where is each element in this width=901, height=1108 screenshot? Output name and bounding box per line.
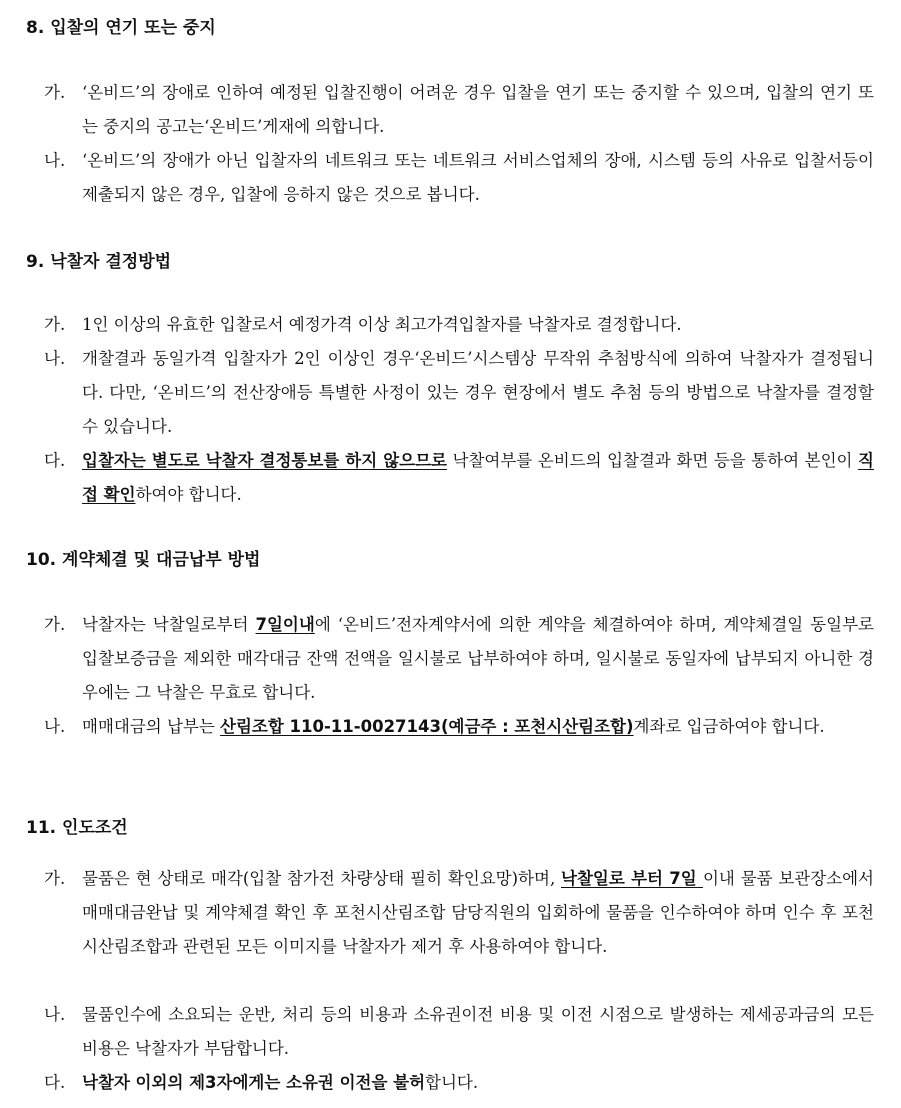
item-text: 1인 이상의 유효한 입찰로서 예정가격 이상 최고가격입찰자를 낙찰자로 결정합니다. [82,315,682,334]
item-text-mid: 낙찰여부를 온비드의 입찰결과 화면 등을 통하여 본인이 [447,451,859,470]
section-11-item-da [44,1066,874,1100]
item-text: 물품인수에 소요되는 운반, 처리 등의 비용과 소유권이전 비용 및 이전 시점으로 발생하는 제세공과금의 모든 비용은 낙찰자가 부담합니다. [82,1005,874,1058]
section-9-title: 9. 낙찰자 결정방법 [26,252,172,272]
item-marker: 가. [44,315,66,334]
section-8-item-ga [44,76,874,144]
item-text-tail: 이내 물품 보관장소에서 매매대금완납 및 계약체결 확인 후 포천시산림조합 담당직원의 입회하에 물품을 인수하여야 하며 인수 후 포천시산림조합과 관련된 모든 이미지를 낙찰자가 제거 후 사용하여야 합니다. [82,869,874,956]
item-text [44,608,874,710]
item-marker: 다. [44,1073,66,1092]
section-10-item-na [44,710,874,744]
section-9-item-ga [44,308,874,342]
section-11-item-na [44,998,874,1066]
item-marker: 가. [44,615,66,634]
section-9-item-na [44,342,874,444]
item-marker: 나. [44,717,66,736]
item-text: ‘온비드’의 장애로 인하여 예정된 입찰진행이 어려운 경우 입찰을 연기 또는 중지할 수 있으며, 입찰의 연기 또는 중지의 공고는‘온비드’게재에 의합니다. [82,83,874,136]
section-11-item-ga [44,862,874,964]
item-text-pre: 물품은 현 상태로 매각(입찰 참가전 차량상태 필히 확인요망)하며, [82,869,561,888]
item-text-tail: 에 ‘온비드’전자계약서에 의한 계약을 체결하여야 하며, 계약체결일 동일부로 입찰보증금을 제외한 매각대금 잔액 전액을 일시불로 납부하여야 하며, 일시불로 동일자에 납부되지 아니한 경우에는 그 낙찰은 무효로 합니다. [82,615,874,702]
item-marker: 나. [44,151,66,170]
item-marker: 가. [44,869,66,888]
item-marker: 나. [44,349,66,368]
section-11-title: 11. 인도조건 [26,818,128,838]
item-text-pre: 매매대금의 납부는 [82,717,221,736]
item-text [44,862,874,964]
item-marker: 다. [44,451,66,470]
item-text [44,710,874,744]
item-text [44,444,874,512]
item-text-tail: 하여야 합니다. [135,485,242,504]
section-10-title: 10. 계약체결 및 대금납부 방법 [26,550,261,570]
item-marker: 나. [44,1005,66,1024]
item-text-pre: 낙찰자는 낙찰일로부터 [82,615,256,634]
section-10-item-ga [44,608,874,710]
emphasis-pickup-deadline: 낙찰일로 부터 7일 [561,869,703,888]
item-text: 개찰결과 동일가격 입찰자가 2인 이상인 경우‘온비드’시스템상 무작위 추첨방식에 의하여 낙찰자가 결정됩니다. 다만, ‘온비드’의 전산장애등 특별한 사정이 있는 경우 현장에서 별도 추첨 등의 방법으로 낙찰자를 결정할 수 있습니다. [82,349,874,436]
section-8-title: 8. 입찰의 연기 또는 중지 [26,18,216,38]
section-9-item-da [44,444,874,512]
emphasis-seven-days: 7일이내 [255,615,315,634]
item-text-tail: 계좌로 입금하여야 합니다. [633,717,825,736]
section-8-item-na [44,144,874,212]
item-text [44,1066,874,1100]
emphasis-no-notification: 입찰자는 별도로 낙찰자 결정통보를 하지 않으므로 [82,451,447,470]
emphasis-bank-account: 산림조합 110-11-0027143(예금주 : 포천시산림조합) [220,717,634,736]
item-text: ‘온비드’의 장애가 아닌 입찰자의 네트워크 또는 네트워크 서비스업체의 장애, 시스템 등의 사유로 입찰서등이 제출되지 않은 경우, 입찰에 응하지 않은 것으로 봅니다. [82,151,874,204]
emphasis-direct-check: 직접 확인 [82,451,874,504]
emphasis-no-transfer: 낙찰자 이외의 제3자에게는 소유권 이전을 불허 [82,1073,426,1092]
item-text-tail: 합니다. [425,1073,479,1092]
item-marker: 가. [44,83,66,102]
